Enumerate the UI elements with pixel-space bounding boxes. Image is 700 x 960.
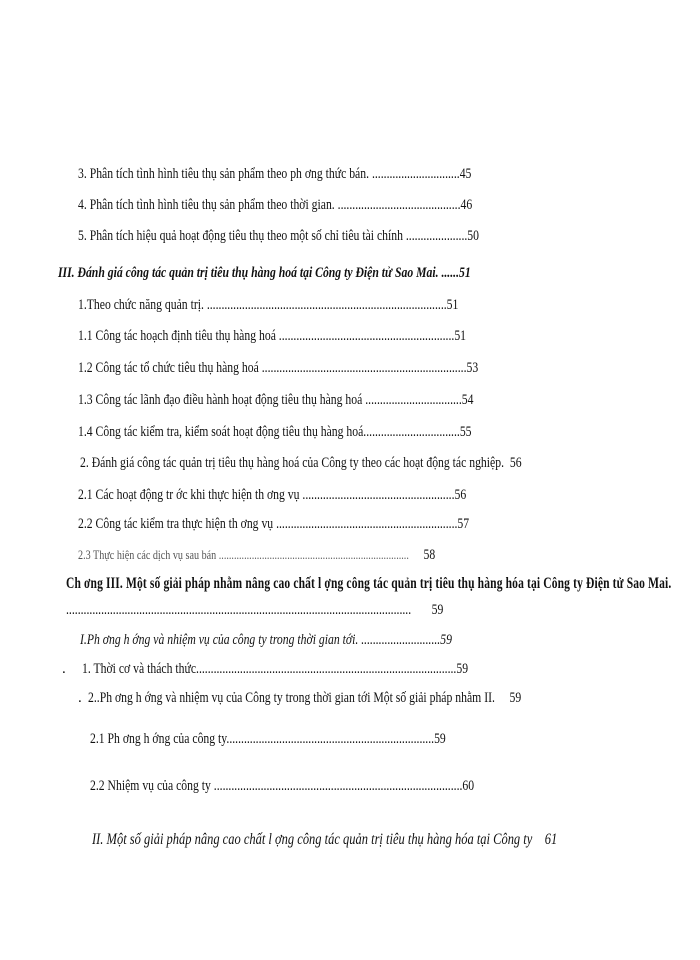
stray-dot: . — [62, 661, 66, 677]
toc-entry-page: 45 — [459, 166, 472, 182]
toc-entry[interactable] — [78, 517, 469, 532]
toc-entry[interactable] — [78, 393, 473, 408]
toc-entry-text: 1. Thời cơ và thách thức......................................................................................... — [82, 661, 457, 677]
toc-entry[interactable] — [78, 548, 435, 563]
toc-entry-text: 1.Theo chức năng quản trị. .................................................................................. — [78, 297, 447, 313]
toc-chapter-heading[interactable] — [66, 576, 671, 592]
toc-entry-page: 54 — [461, 392, 474, 408]
toc-entry-text: 1.1 Công tác hoạch định tiêu thụ hàng hoá ............................................................ — [78, 328, 455, 344]
toc-entry[interactable] — [78, 361, 478, 376]
toc-entry-page: 51 — [446, 297, 459, 313]
toc-entry-page: 51 — [459, 265, 471, 281]
toc-entry-page: 57 — [457, 516, 470, 532]
stray-dot: . — [78, 690, 82, 706]
toc-entry-page: 59 — [509, 690, 522, 706]
toc-entry-text: 5. Phân tích hiệu quả hoạt động tiêu thụ theo một số chỉ tiêu tài chính ..................... — [78, 228, 468, 244]
toc-entry-text: 1.4 Công tác kiểm tra, kiểm soát hoạt động tiêu thụ hàng hoá................................. — [78, 424, 460, 440]
toc-entry[interactable] — [90, 732, 446, 747]
toc-entry[interactable] — [80, 456, 522, 471]
toc-entry-page: 51 — [454, 328, 467, 344]
toc-entry-text: 2..Ph ơng h ớng và nhiệm vụ của Công ty trong thời gian tới Một số giải pháp nhằm II. — [88, 690, 495, 706]
toc-section-heading[interactable] — [92, 832, 557, 848]
toc-leader-dots: ...................................................................................................................... — [66, 602, 412, 618]
toc-entry-page: 59 — [440, 632, 452, 648]
toc-entry[interactable] — [88, 691, 521, 706]
toc-entry-page: 50 — [467, 228, 480, 244]
toc-entry[interactable] — [78, 198, 472, 213]
toc-entry-text: 2.1 Các hoạt động tr ớc khi thực hiện th ơng vụ .................................................... — [78, 487, 455, 503]
toc-section-heading[interactable] — [80, 633, 452, 648]
toc-entry-page: 59 — [434, 731, 446, 747]
toc-entry-page: 60 — [462, 778, 475, 794]
toc-entry-page: 53 — [466, 360, 479, 376]
toc-entry-text: 2.2 Nhiệm vụ của công ty ..................................................................................... — [90, 778, 463, 794]
toc-entry-page: 56 — [509, 455, 522, 471]
toc-entry-text: III. Đánh giá công tác quản trị tiêu thụ hàng hoá tại Công ty Điện tử Sao Mai. ...... — [58, 265, 460, 281]
toc-entry-text: 4. Phân tích tình hình tiêu thụ sản phẩm theo thời gian. .......................................... — [78, 197, 461, 213]
toc-section-heading[interactable] — [58, 266, 471, 281]
toc-entry-text: 2. Đánh giá công tác quản trị tiêu thụ hàng hoá của Công ty theo các hoạt động tác nghiệp. — [80, 455, 505, 471]
toc-entry[interactable] — [78, 167, 471, 182]
toc-entry-text: I.Ph ơng h ớng và nhiệm vụ của công ty trong thời gian tới. ........................... — [80, 632, 441, 648]
toc-entry-page: 58 — [423, 547, 436, 563]
toc-entry-page: 61 — [544, 831, 558, 848]
toc-entry[interactable] — [78, 298, 458, 313]
toc-entry-page: 55 — [459, 424, 472, 440]
toc-entry-text: 2.3 Thực hiện các dịch vụ sau bán ........................................................................... — [78, 547, 409, 562]
toc-entry[interactable] — [78, 329, 466, 344]
toc-entry[interactable] — [90, 779, 474, 794]
toc-entry-text: II. Một số giải pháp nâng cao chất l ợng công tác quản trị tiêu thụ hàng hóa tại Công ty — [92, 831, 533, 848]
toc-entry[interactable] — [78, 425, 472, 440]
toc-entry[interactable] — [82, 662, 468, 677]
toc-entry[interactable] — [78, 488, 466, 503]
toc-entry-page: 59 — [456, 661, 469, 677]
toc-entry-text: 3. Phân tích tình hình tiêu thụ sản phẩm theo ph ơng thức bán. .............................. — [78, 166, 460, 182]
toc-entry-page: 56 — [454, 487, 467, 503]
toc-entry-page: 59 — [431, 602, 444, 618]
toc-entry-continuation — [66, 603, 443, 618]
toc-entry-text: 1.2 Công tác tổ chức tiêu thụ hàng hoá ...................................................................... — [78, 360, 467, 376]
toc-entry-text: 2.1 Ph ơng h ớng của công ty....................................................................... — [90, 731, 435, 747]
toc-entry-page: 46 — [460, 197, 473, 213]
toc-entry-text: 1.3 Công tác lãnh đạo điều hành hoạt động tiêu thụ hàng hoá ................................. — [78, 392, 462, 408]
toc-entry-text: Ch ơng III. Một số giải pháp nhằm nâng cao chất l ợng công tác quản trị tiêu thụ hàng hóa tại Công ty Điện tử Sao Mai. — [66, 575, 672, 592]
toc-entry[interactable] — [78, 229, 479, 244]
toc-entry-text: 2.2 Công tác kiểm tra thực hiện th ơng vụ .............................................................. — [78, 516, 458, 532]
